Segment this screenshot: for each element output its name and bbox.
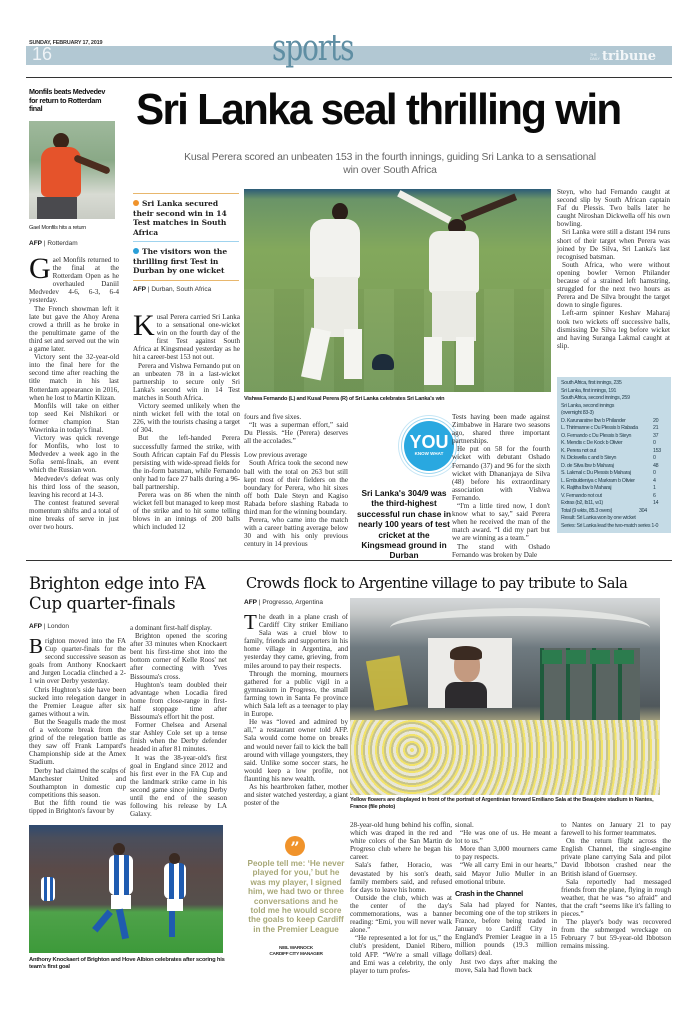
- scorecard-row: [561, 470, 667, 478]
- highlights-box: [133, 193, 239, 293]
- runs: 0: [653, 470, 656, 476]
- badge-small-text: KNOW WHAT: [414, 451, 444, 456]
- monfils-headline: Monfils beats Medvedev for return to Rotterdam final: [29, 87, 106, 114]
- quote-icon: ”: [285, 836, 305, 856]
- runs: 48: [653, 462, 659, 469]
- monfils-photo-caption: Gael Monfils hits a return: [29, 225, 86, 231]
- dropcap: B: [29, 634, 44, 658]
- page-number: 16: [32, 44, 53, 64]
- scorecard-row: [561, 418, 667, 426]
- orange-bullet-icon: [133, 200, 139, 206]
- srilanka-article-col2: fours and five sixes. “It was a superman effort,” said Du Plessis. “He (Perera) deserves all the accolades.” Low previous average South Africa took the second new ball with the total on 263 but still kept most of their fielders on the boundary for Perera, who hit sixes off both Dale Steyn and Kagiso Rabada before slashing Rabada to third man for the winning boundary. Perera, who came into the match with a career batting average below 30 and with his only previous century in 14 previous: [244, 413, 348, 549]
- logo-prefix: THE DAILY: [590, 52, 600, 61]
- quote-speaker-role: CARDIFF CITY MANAGER: [269, 952, 323, 957]
- pull-quote-attribution: [246, 946, 346, 958]
- runs: 14: [653, 500, 659, 506]
- srilanka-article-col3: Tests having been made against Zimbabwe in Harare two seasons ago, shared three important partnerships. He put on 58 for the fourth wicket with debutant Oshado Fernando (37) and 96 for the sixth wicket with Dhananjaya de Silva (48) before his extraordinary association with Vishwa Fernando. “I'm a little tired now, I don't know what to say,” said Perera when he received the man of the match award. “I did my part but we are winning as a team.” The stand with Oshado Fernando was broken by Dale: [452, 413, 550, 559]
- runs: 37: [653, 432, 659, 439]
- batsman-dismissal: D. de Silva lbw b Maharaj: [561, 462, 614, 469]
- cricket-photo-caption: Vishwa Fernando (L) and Kusal Perera (R) of Sri Lanka celebrates Sri Lanka's win: [244, 396, 445, 402]
- batsman-dismissal: O. Fernando c Du Plessis b Steyn: [561, 432, 632, 439]
- batsman-dismissal: N. Dickwella c and b Steyn: [561, 455, 617, 461]
- dateline: London: [47, 623, 70, 630]
- brighton-article-col2: a dominant first-half display. Brighton opened the scoring after 33 minutes when Knockaert bent his first-time shot into the bottom corner of Kelle Roos' net after connecting with Yves Bissouma's cross. Hughton's team doubled their advantage when Locadia fired home from close-range in first-half stoppage time after Bissouma's effort hit the post. Former Chelsea and Arsenal star Ashley Cole set up a tense finish when the Derby defender headed in after 81 minutes. It was the 38-year-old's first goal in England since 2012 and his first ever in the FA Cup and the landmark strike came in his second game since joining Derby until the end of the season following his release by LA Galaxy.: [130, 624, 227, 819]
- agency: AFP: [244, 599, 257, 606]
- sala-headline: Crowds flock to Argentine village to pay tribute to Sala: [246, 575, 628, 592]
- scorecard-row: [561, 425, 667, 433]
- monfils-byline: AFP | Rotterdam: [29, 240, 78, 247]
- issue-date: SUNDAY, FEBRUARY 17, 2019: [29, 40, 103, 46]
- agency: AFP: [29, 623, 42, 630]
- sala-article-col2: 28-year-old hung behind his coffin, which was draped in the red and white colors of the San Martin de Progreso club where he began his career. Sala's father, Horacio, was devastated by his son's death, family members said, and refused for days to leave his home. Outside the club, which was at the center of the day's commemorations, was a banner reading: “Emi, you will never walk alone.” “He represented a lot for us,” the club's president, Daniel Ribero, told AFP. “We're a small village and Emi was a celebrity, the only player to turn profes-: [350, 821, 452, 975]
- scorecard-row: [561, 433, 667, 441]
- scorecard-row: [561, 463, 667, 471]
- sala-article-col3: sional. “He was one of us. He meant a lot to us.” More than 3,000 mourners came to pay respects. “We all carry Emi in our hearts,” said Mayor Julio Muller in an emotional tribute. Crash in the Channel Sala had played for Nantes, becoming one of the top strikers in France, before being traded in January to Cardiff City in England's Premier League in a 15 million pounds (19.3 million dollars) deal. Just two days after making the move, Sala had flown back: [455, 821, 557, 974]
- batsman-dismissal: L. Embuldeniya c Markram b Olivier: [561, 477, 635, 484]
- batsman-dismissal: L. Thirimanne c Du Plessis b Rabada: [561, 425, 638, 431]
- subheading: Low previous average: [244, 451, 308, 460]
- agency: AFP: [133, 285, 146, 293]
- brighton-photo-caption: Anthony Knockaert of Brighton and Hove Albion celebrates after scoring his team's first goal: [29, 957, 225, 970]
- dropcap: G: [29, 252, 51, 285]
- highlight-item: Sri Lanka secured their second win in 14 Test matches in South Africa: [133, 199, 227, 237]
- batsman-dismissal: D. Karunaratne lbw b Philander: [561, 417, 626, 424]
- badge-big-text: YOU: [409, 432, 449, 452]
- dateline: Progresso, Argentina: [262, 599, 324, 606]
- runs: 21: [653, 425, 659, 431]
- batsman-dismissal: Extras (b2, lb11, w1): [561, 500, 603, 506]
- runs: 153: [653, 447, 661, 454]
- scorecard-row: [561, 493, 667, 501]
- scorecard-row: [561, 448, 667, 456]
- scorecard-row: [561, 455, 667, 463]
- masthead-rule: [26, 77, 672, 78]
- dateline: Durban, South Africa: [151, 285, 212, 293]
- scorecard-result: Result: Sri Lanka won by one wicket: [561, 515, 636, 521]
- scorecard-row: [561, 500, 667, 508]
- cricket-celebration-photo: [244, 189, 551, 392]
- srilanka-byline: AFP | Durban, South Africa: [133, 285, 212, 293]
- brighton-photo: [29, 825, 223, 953]
- dateline: Rotterdam: [47, 240, 78, 247]
- sala-byline: AFP | Progresso, Argentina: [244, 599, 324, 606]
- dropcap: K: [133, 309, 155, 342]
- runs: 0: [653, 455, 656, 461]
- runs: 20: [653, 417, 659, 424]
- sala-photo-caption: Yellow flowers are displayed in front of the portrait of Argentinian forward Emiliano Sala at the Beaujoire stadium in Nantes, France (file photo): [350, 797, 654, 810]
- quote-speaker-name: NEIL WARNOCK: [279, 946, 313, 951]
- section-divider: [26, 560, 672, 561]
- batsman-dismissal: V. Fernando not out: [561, 492, 602, 499]
- srilanka-article-col4: Steyn, who had Fernando caught at second slip by South African captain Faf du Plessis. Two balls later he caught Niroshan Dickwella off his own bowling. Sri Lanka were still a distant 194 runs short of their target when Perera was joined by De Silva, Sri Lanka's last recognised batsman. South Africa, who were without opening bowler Vernon Philander because of a strained left hamstring, struggled for the next two hours as Perera and De Silva brought the target down to single figures. Left-arm spinner Keshav Maharaj took two wickets off successive balls, dismissing De Silva leg before wicket and having Suranga Lakmal caught at slip.: [557, 188, 670, 350]
- monfils-article-body: Gael Monfils returned to the final at the Rotterdam Open as he overhauled Daniil Medvedev 4-6, 6-3, 6-4 yesterday. The French showman left it late but gave the Ahoy Arena crowd a thrill as he broke in the penultimate game of the third set and served out the win a game later. Victory sent the 32-year-old into the final here for the second time after reaching the title match in his last Rotterdam appearance in 2016, when he lost to Martin Klizan. Monfils will take on either top seed Kei Nishikori or former champion Stan Wawrinka in today's final. Victory was quick revenge for Monfils, who lost to Medvedev a week ago in the Sofia semi-finals, an event which the Russian won. Medvedev's defeat was only his third loss of the season, leaving his record at 14-3. The contest featured several momentum shifts and a total of nine breaks of serve in just over two hours.: [29, 252, 119, 532]
- runs: 0: [653, 440, 656, 446]
- scorecard: South Africa, first innings, 235 Sri Lanka, first innings, 191 South Africa, second innings, 259 Sri Lanka, second innings (overnight 83-3) D. Karunaratne lbw b Philander 20 L. Thirimanne c Du Plessis b Rabada 21 O. Fernando c Du Plessis b Steyn 37 K. Mendis c De Kock b Olivier 0 K. Perera not out 153 N. Dickwella c and b Steyn 0 D. de Silva lbw b Maharaj 48 S. Lakmal c Du Plessis b Maharaj 0 L. Embuldeniya c Markram b Olivier 4 K. Rajitha lbw b Maharaj 1 V. Fernando not out 6 Extras (b2, lb11, w1) 14 Total (9 wkts, 85.3 overs) 304 Result: Sri Lanka won by one wicket Series: Sri Lanka lead the two-match series 1-0: [557, 377, 671, 533]
- runs: 6: [653, 492, 656, 499]
- srilanka-article-col1: Kusal Perera carried Sri Lanka to a sensational one-wicket win on the fourth day of the first Test against South Africa at Kingsmead yesterday as he hit a career-best 153 not out. Perera and Vishwa Fernando put on an unbeaten 78 in a last-wicket partnership to secure only Sri Lanka's second win in 14 Test matches in South Africa. Victory seemed unlikely when the ninth wicket fell with the total on 226, with the tourists chasing a target of 304. But the left-handed Perera successfully farmed the strike, with South African captain Faf du Plessis persisting with wide-spread fields for the in-form batsman, while Fernando only had to face 27 balls during a 96-ball partnership. Perera was on 86 when the ninth wicket fell but managed to keep most of the strike and to hit some telling blows in an innings of 200 balls which included 12: [133, 309, 240, 532]
- sala-article-col1: The death in a plane crash of Cardiff City striker Emiliano Sala was a cruel blow to family, friends and supporters in his home village in Argentina, and yesterday they came, grieving, from miles around to pay their respects. Through the morning, mourners gathered for a public vigil in a gymnasium in Progreso, the small farming town in Santa Fe province which Sala left as a teenager to play in Europe. He was “loved and admired by all,” a restaurant owner told AFP. Sala would come home on breaks and would never fail to kick the ball around with village youngsters, they said. Unlike some soccer stars, he would keep a low profile, not flaunting his new wealth. As his heartbroken father, mother and sister watched yesterday, a giant poster of the: [244, 610, 348, 808]
- runs: 4: [653, 477, 656, 484]
- subheading: Crash in the Channel: [455, 888, 523, 898]
- brighton-byline: AFP | London: [29, 623, 70, 630]
- you-know-what-fact: Sri Lanka's 304/9 was the third-highest successful run chase in nearly 100 years of test cricket at the Kingsmead ground in Durban: [356, 488, 452, 561]
- batsman-dismissal: S. Lakmal c Du Plessis b Maharaj: [561, 470, 631, 476]
- highlight-item: The visitors won the thrilling first Test in Durban by one wicket: [133, 247, 228, 275]
- runs: 1: [653, 485, 656, 491]
- scorecard-row: [561, 478, 667, 486]
- you-know-what-badge: [404, 421, 454, 471]
- scorecard-row: [561, 440, 667, 448]
- logo-name: tribune: [602, 49, 657, 64]
- monfils-photo: [29, 121, 115, 219]
- scorecard-series: Series: Sri Lanka lead the two-match series 1-0: [561, 522, 659, 529]
- sala-tribute-photo: [350, 598, 660, 795]
- scorecard-total-row: Total (9 wkts, 85.3 overs) 304: [561, 507, 647, 514]
- newspaper-logo: [590, 49, 656, 64]
- brighton-article-col1: Brighton moved into the FA Cup quarter-finals for the second successive season as goals from Anthony Knockaert and Jurgen Locadia clinched a 2-1 win over Derby yesterday. Chris Hughton's side have been sucked into relegation danger in the Premier League after six games without a win. But the Seagulls made the most of a welcome break from the grind of the relegation battle as they saw off Frank Lampard's Championship side at the Amex Stadium. Derby had claimed the scalps of Manchester United and Southampton in domestic cup competitions this season. But the fifth round tie was tipped in Brighton's favour by: [29, 634, 126, 815]
- dropcap: T: [244, 610, 257, 634]
- srilanka-standfirst: Kusal Perera scored an unbeaten 153 in the fourth innings, guiding Sri Lanka to a sensational win over South Africa: [184, 152, 596, 176]
- agency: AFP: [29, 240, 42, 247]
- pull-quote-text: People tell me: ‘He never played for you,’ but he was my player, I signed him, we had two or three conversations and he told me he would score the goals to keep Cardiff in the Premier League: [247, 859, 345, 934]
- batsman-dismissal: K. Perera not out: [561, 447, 596, 454]
- sala-article-col4: to Nantes on January 21 to pay farewell to his former teammates. On the return flight across the English Channel, the single-engine private plane carrying Sala and pilot David Ibbotson crashed near the British island of Guernsey. Sala reportedly had messaged friends from the plane, flying in rough weather, that he was “so afraid” and that the craft “seems like it's falling to pieces.” The player's body was recovered from the submerged wreckage on February 7 but 59-year-old Ibbotson remains missing.: [561, 821, 671, 951]
- batsman-dismissal: K. Mendis c De Kock b Olivier: [561, 440, 623, 446]
- scorecard-row: [561, 485, 667, 493]
- brighton-headline: Brighton edge into FA Cup quarter-finals: [29, 574, 206, 613]
- blue-bullet-icon: [133, 248, 139, 254]
- section-title: sports: [272, 28, 354, 69]
- batsman-dismissal: K. Rajitha lbw b Maharaj: [561, 485, 612, 491]
- srilanka-headline: Sri Lanka seal thrilling win: [136, 85, 621, 134]
